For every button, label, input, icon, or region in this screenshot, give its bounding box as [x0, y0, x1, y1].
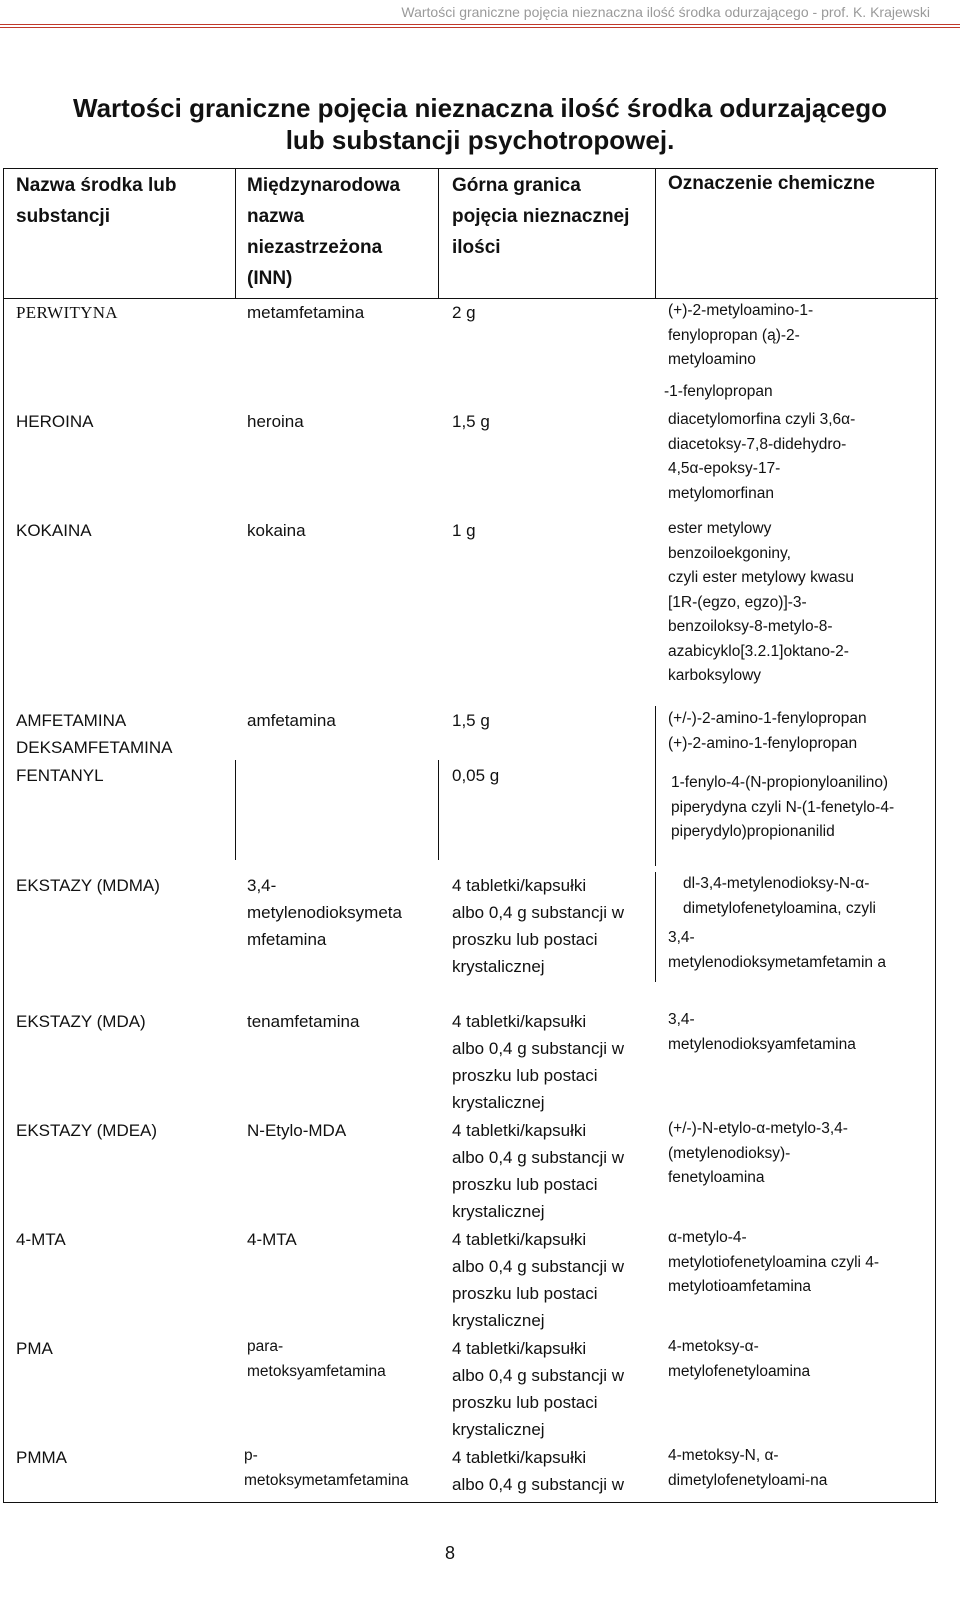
row-chemical: α-metylo-4- metylotiofenetyloamina czyli 4- metylotioamfetamina	[668, 1229, 880, 1295]
header-rule	[0, 24, 960, 26]
document-title	[0, 92, 960, 156]
row-name: EKSTAZY (MDA)	[16, 1012, 146, 1031]
row-limit: 4 tabletki/kapsułki albo 0,4 g substancji w proszku lub postaci krystalicznej	[452, 876, 624, 976]
row-limit: 4 tabletki/kapsułki albo 0,4 g substancji w proszku lub postaci krystalicznej	[452, 1339, 624, 1439]
chemical-divider-amf	[655, 706, 656, 866]
header-chemical: Oznaczenie chemiczne	[668, 173, 875, 194]
row-inn: para- metoksyamfetamina	[247, 1338, 386, 1380]
row-chemical: 3,4- metylenodioksyamfetamina	[668, 1011, 856, 1053]
row-name: KOKAINA	[16, 521, 92, 540]
row-chemical: 4-metoksy-α- metylofenetyloamina	[668, 1338, 811, 1380]
row-inn: p- metoksymetamfetamina	[244, 1447, 409, 1489]
document-title-text: Wartości graniczne pojęcia nieznaczna ilość środka odurzającego lub substancji psychotropowej.	[73, 93, 887, 155]
row-chemical-extra: -1-fenylopropan	[664, 383, 773, 400]
header-rule-secondary	[0, 27, 960, 29]
fentanyl-inn-divider-left	[235, 760, 236, 860]
row-chemical: diacetylomorfina czyli 3,6α- diacetoksy-7,8-didehydro- 4,5α-epoksy-17- metylomorfinan	[668, 411, 856, 502]
row-limit: 4 tabletki/kapsułki albo 0,4 g substancji w	[452, 1448, 624, 1494]
table-border-left	[3, 168, 4, 1503]
column-divider-3	[655, 168, 656, 298]
row-name: EKSTAZY (MDMA)	[16, 876, 160, 895]
chemical-divider-mdma	[655, 872, 656, 982]
column-divider-2	[438, 168, 439, 298]
row-name: HEROINA	[16, 412, 94, 431]
row-chemical: ester metylowy benzoiloekgoniny, czyli ester metylowy kwasu [1R-(egzo, egzo)]-3- benzoiloksy-8-metylo-8- azabicyklo[3.2.1]oktano-2- karboksylowy	[668, 520, 855, 684]
row-chemical: (+/-)-2-amino-1-fenylopropan (+)-2-amino-1-fenylopropan	[668, 710, 867, 752]
row-inn: heroina	[247, 412, 304, 431]
row-name: EKSTAZY (MDEA)	[16, 1121, 158, 1140]
row-limit: 4 tabletki/kapsułki albo 0,4 g substancji w proszku lub postaci krystalicznej	[452, 1012, 624, 1112]
row-inn: kokaina	[247, 521, 306, 540]
row-limit: 4 tabletki/kapsułki albo 0,4 g substancji w proszku lub postaci krystalicznej	[452, 1230, 624, 1330]
column-divider-1	[235, 168, 236, 298]
running-header: Wartości graniczne pojęcia nieznaczna ilość środka odurzającego - prof. K. Krajewski	[401, 4, 930, 20]
header-name: Nazwa środka lub substancji	[16, 175, 177, 227]
row-name: AMFETAMINA DEKSAMFETAMINA	[16, 711, 173, 757]
row-limit: 1,5 g	[452, 711, 490, 730]
row-name: PMA	[16, 1339, 53, 1358]
row-inn: N-Etylo-MDA	[247, 1121, 347, 1140]
row-name: FENTANYL	[16, 766, 104, 785]
table-border-bottom	[3, 1502, 938, 1503]
row-limit: 1 g	[452, 521, 476, 540]
row-inn: 3,4- metylenodioksymeta mfetamina	[247, 876, 402, 949]
row-inn: 4-MTA	[247, 1230, 297, 1249]
row-name: 4-MTA	[16, 1230, 66, 1249]
row-limit: 1,5 g	[452, 412, 490, 431]
row-chemical: dl-3,4-metylenodioksy-N-α- dimetylofenetyloamina, czyli	[683, 875, 876, 917]
fentanyl-inn-divider-right	[438, 760, 439, 860]
header-inn: Międzynarodowa nazwa niezastrzeżona (INN)	[247, 175, 401, 289]
row-limit: 2 g	[452, 303, 476, 322]
row-inn: tenamfetamina	[247, 1012, 360, 1031]
row-chemical-extra: 3,4- metylenodioksymetamfetamin a	[668, 929, 886, 971]
header-limit: Górna granica pojęcia nieznacznej ilości	[452, 175, 630, 258]
row-inn: amfetamina	[247, 711, 336, 730]
row-chemical: (+/-)-N-etylo-α-metylo-3,4- (metylenodioksy)- fenetyloamina	[668, 1120, 848, 1186]
row-inn: metamfetamina	[247, 303, 365, 322]
page-number: 8	[444, 1543, 455, 1563]
row-name: PMMA	[16, 1448, 67, 1467]
row-chemical: 4-metoksy-N, α- dimetylofenetyloami-na	[668, 1447, 828, 1489]
row-limit: 4 tabletki/kapsułki albo 0,4 g substancji w proszku lub postaci krystalicznej	[452, 1121, 624, 1221]
row-name: PERWITYNA	[16, 303, 118, 322]
row-chemical: 1-fenylo-4-(N-propionyloanilino) piperydyna czyli N-(1-fenetylo-4- piperydylo)propionanilid	[671, 774, 895, 840]
row-chemical: (+)-2-metyloamino-1- fenylopropan (ą)-2- metyloamino	[668, 302, 814, 368]
row-limit: 0,05 g	[452, 766, 500, 785]
